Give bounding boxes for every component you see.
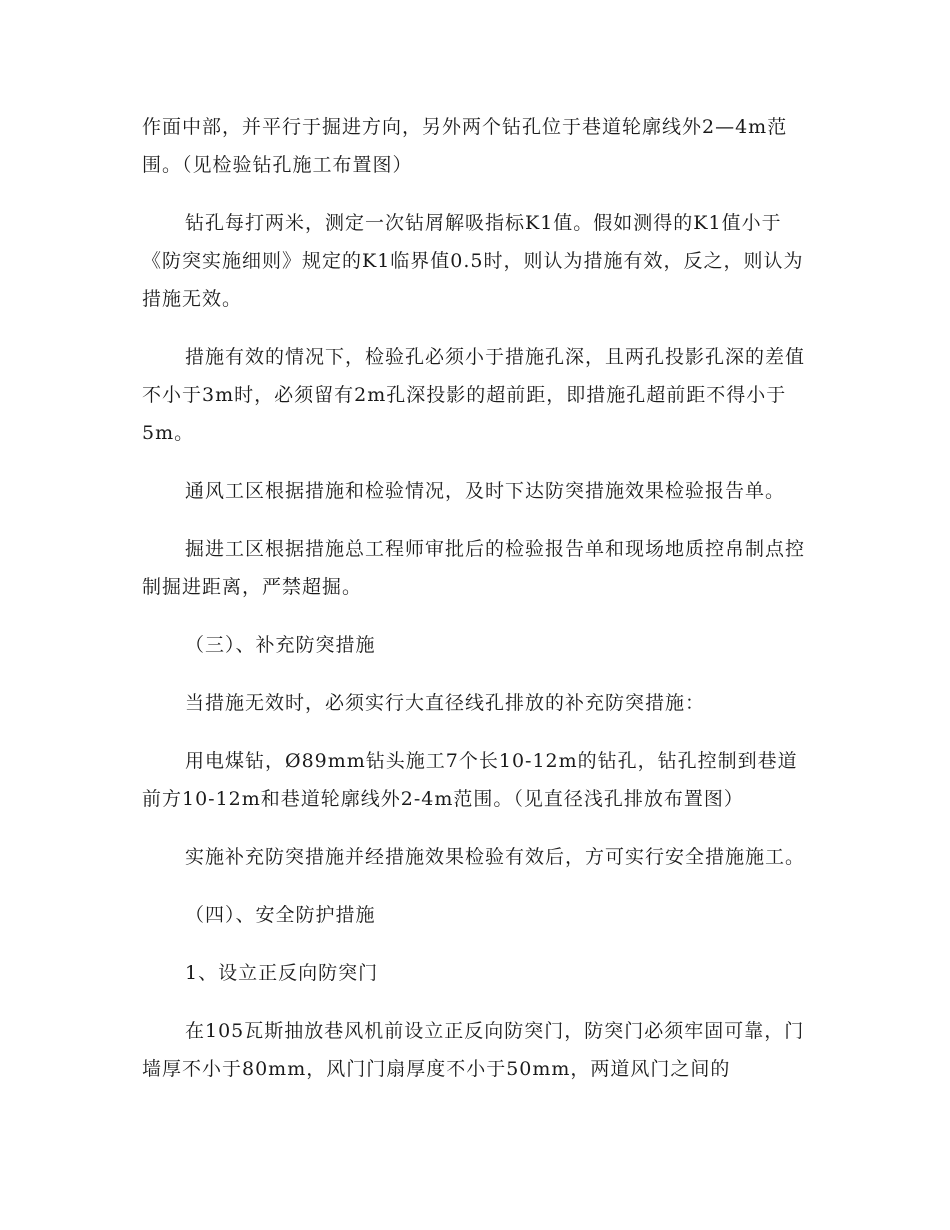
paragraph-effective-measures: 措施有效的情况下，检验孔必须小于措施孔深，且两孔投影孔深的差值不小于3m时，必须留有2m孔深投影的超前距，即措施孔超前距不得小于5m。 bbox=[142, 346, 806, 444]
document-body bbox=[142, 108, 812, 1108]
paragraph-k1-measurement: 钻孔每打两米，测定一次钻屑解吸指标K1值。假如测得的K1值小于《防突实施细则》规定的K1临界值0.5时，则认为措施有效，反之，则认为措施无效。 bbox=[142, 212, 804, 310]
paragraph-ventilation-report: 通风工区根据措施和检验情况，及时下达防突措施效果检验报告单。 bbox=[185, 480, 786, 502]
paragraph-drilling-spec: 用电煤钻，Ø89mm钻头施工7个长10-12m的钻孔，钻孔控制到巷道前方10-12m和巷道轮廓线外2-4m范围。（见直径浅孔排放布置图） bbox=[142, 750, 798, 810]
subheading-outburst-door: 1、设立正反向防突门 bbox=[185, 962, 379, 984]
section-heading-safety: （四）、安全防护措施 bbox=[185, 904, 376, 926]
paragraph-door-spec: 在105瓦斯抽放巷风机前设立正反向防突门，防突门必须牢固可靠，门墙厚不小于80mm，风门门扇厚度不小于50mm，两道风门之间的 bbox=[142, 1020, 805, 1080]
section-heading-supplementary: （三）、补充防突措施 bbox=[185, 634, 376, 656]
paragraph-continuation: 作面中部，并平行于掘进方向，另外两个钻孔位于巷道轮廓线外2—4m范围。（见检验钻孔施工布置图） bbox=[142, 116, 788, 176]
paragraph-excavation-control: 掘进工区根据措施总工程师审批后的检验报告单和现场地质控帛制点控制掘进距离，严禁超掘。 bbox=[142, 538, 806, 598]
paragraph-ineffective-measures: 当措施无效时，必须实行大直径线孔排放的补充防突措施： bbox=[185, 692, 706, 714]
paragraph-supplementary-verified: 实施补充防突措施并经措施效果检验有效后，方可实行安全措施施工。 bbox=[185, 846, 806, 868]
